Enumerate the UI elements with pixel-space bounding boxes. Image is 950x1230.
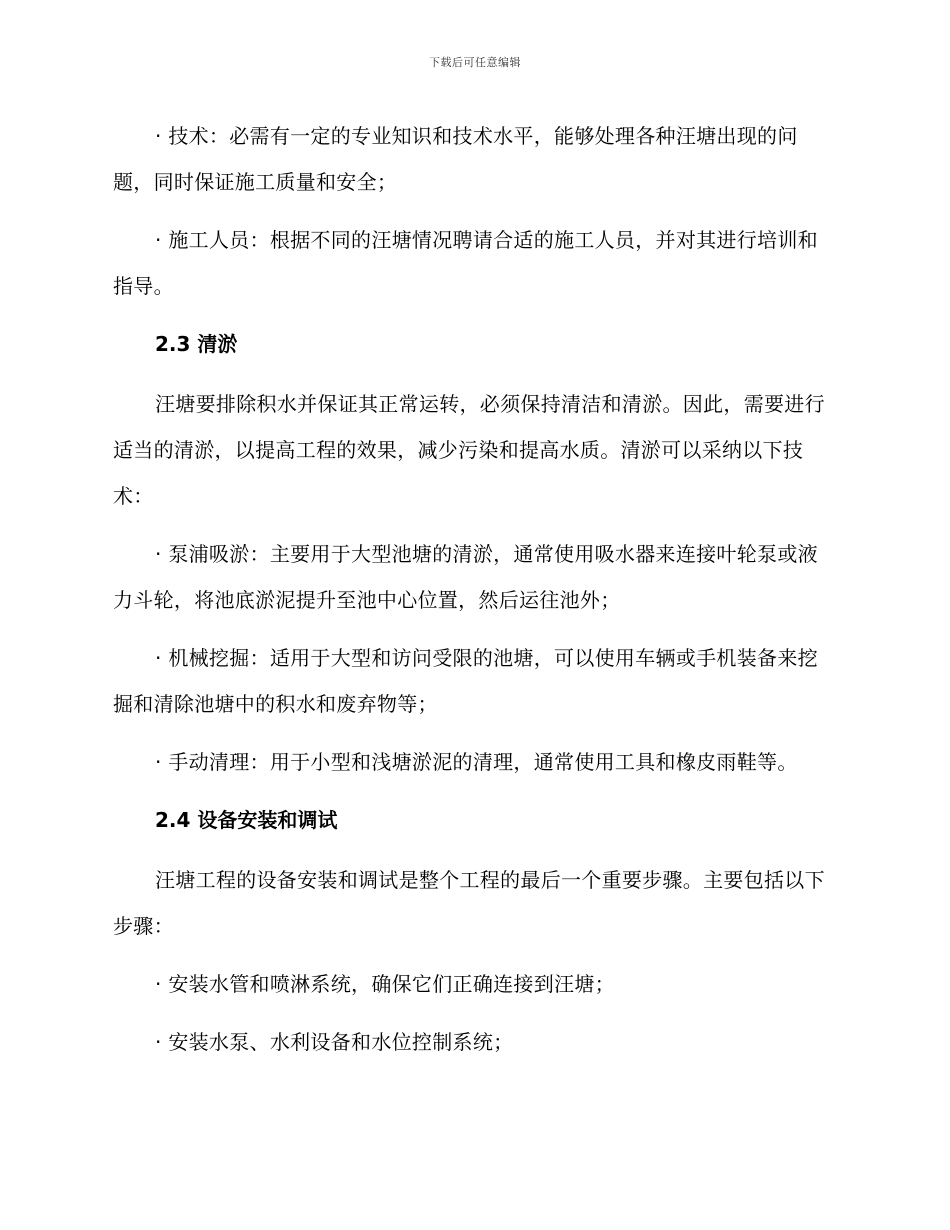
paragraph-mechanical-excavation: · 机械挖掘：适用于大型和访问受限的池塘，可以使用车辆或手机装备来挖掘和清除池塘中的积水和废弃物等； <box>113 646 818 716</box>
document-body <box>113 113 833 1077</box>
paragraph-installation-intro: 汪塘工程的设备安装和调试是整个工程的最后一个重要步骤。主要包括以下步骤： <box>113 868 825 938</box>
page-header-note: 下载后可任意编辑 <box>429 56 521 69</box>
paragraph-install-pipes: · 安装水管和喷淋系统，确保它们正确连接到汪塘； <box>155 972 615 996</box>
paragraph-pump-dredging: · 泵浦吸淤：主要用于大型池塘的清淤，通常使用吸水器来连接叶轮泵或液力斗轮，将池底淤泥提升至池中心位置，然后运往池外； <box>113 542 818 612</box>
paragraph-install-pumps: · 安装水泵、水利设备和水位控制系统； <box>155 1030 514 1054</box>
section-heading-2-3: 2.3 清淤 <box>155 332 238 356</box>
paragraph-manual-cleaning: · 手动清理：用于小型和浅塘淤泥的清理，通常使用工具和橡皮雨鞋等。 <box>155 750 798 774</box>
paragraph-technology: · 技术：必需有一定的专业知识和技术水平，能够处理各种汪塘出现的问题，同时保证施工质量和安全； <box>113 124 798 194</box>
paragraph-dredging-intro: 汪塘要排除积水并保证其正常运转，必须保持清洁和清淤。因此，需要进行适当的清淤，以提高工程的效果，减少污染和提高水质。清淤可以采纳以下技术： <box>113 392 825 508</box>
section-heading-2-4: 2.4 设备安装和调试 <box>155 808 338 832</box>
paragraph-construction-staff: · 施工人员：根据不同的汪塘情况聘请合适的施工人员，并对其进行培训和指导。 <box>113 228 818 298</box>
